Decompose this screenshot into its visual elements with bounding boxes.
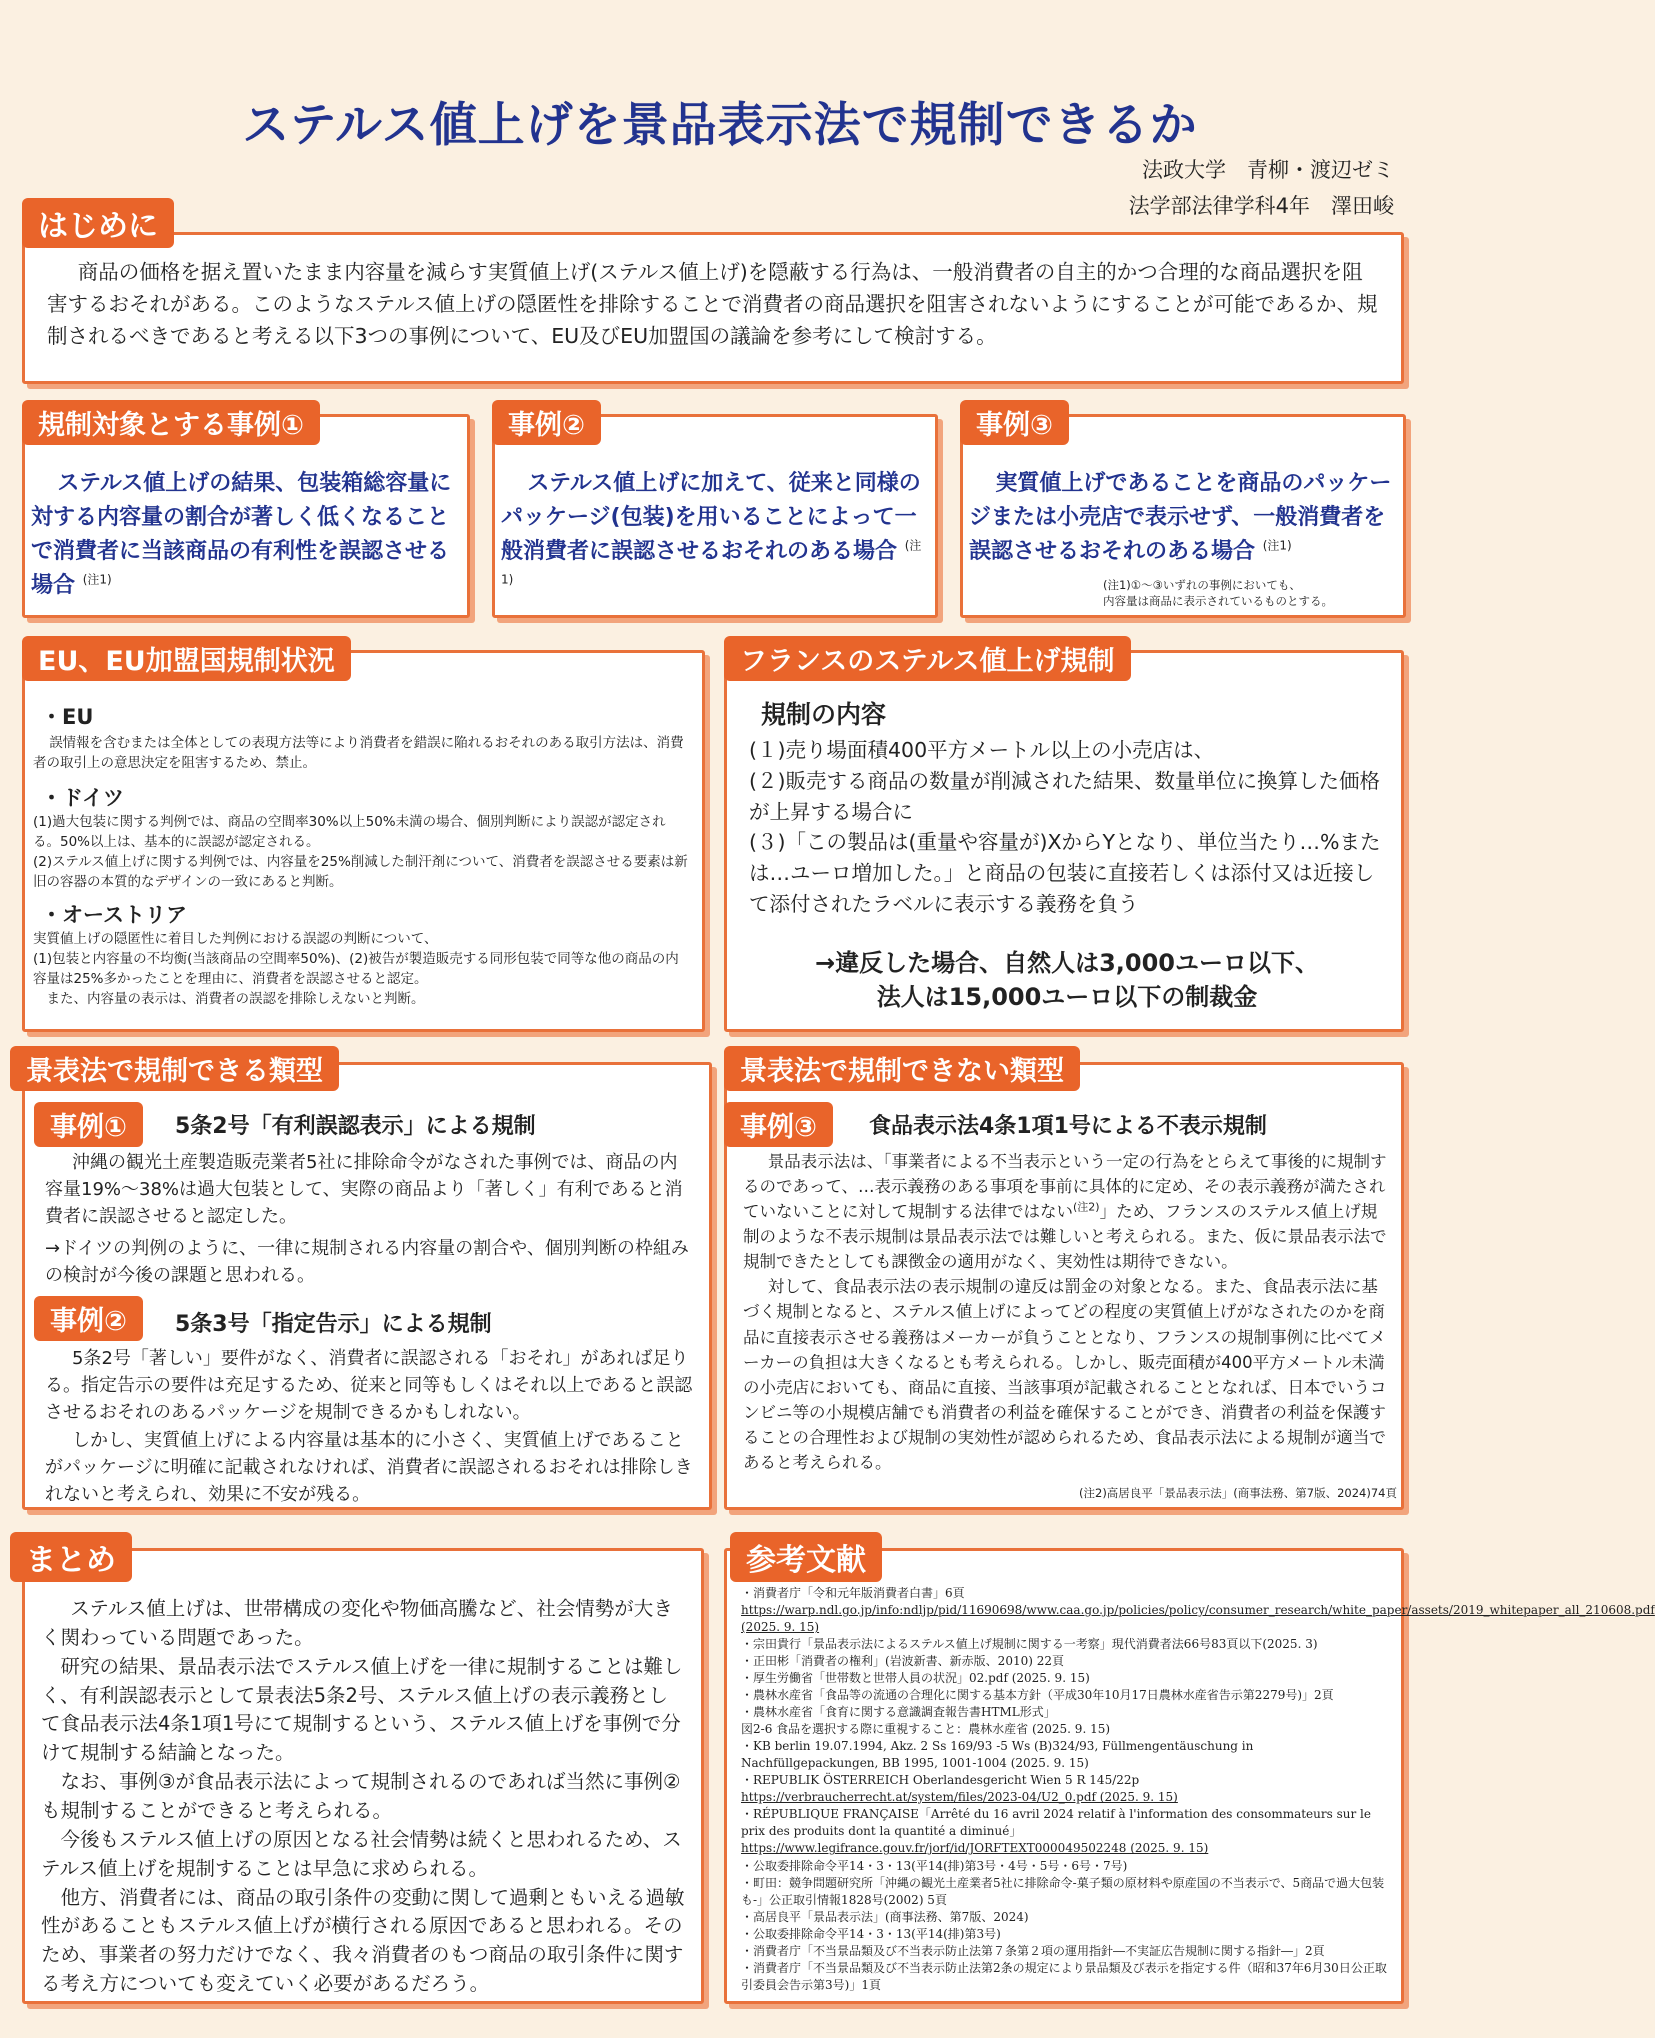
references-list bbox=[741, 1585, 1655, 1994]
summary-heading: まとめ bbox=[10, 1532, 132, 1582]
page-title: ステルス値上げを景品表示法で規制できるか bbox=[242, 98, 1198, 153]
france-list bbox=[749, 735, 1385, 920]
reference-item: ・公取委排除命令平14・3・13(平14(排)第3号・4号・5号・6号・7号) bbox=[741, 1858, 1128, 1873]
case3-body: 実質値上げであることを商品のパッケージまたは小売店で表示せず、一般消費者を誤認させるおそれのある場合 $^{(注1)}$ bbox=[969, 471, 1392, 565]
france-panel bbox=[724, 650, 1404, 1032]
author-name: 法学部法律学科4年 澤田峻 bbox=[1128, 194, 1394, 218]
reference-item: ・高居良平「景品表示法」(商事法務、第7版、2024) bbox=[741, 1909, 1029, 1924]
can-case2-tag: 事例② bbox=[34, 1296, 143, 1341]
reference-item: ・REPUBLIK ÖSTERREICH Oberlandesgericht Wien 5 R 145/22p bbox=[741, 1773, 1140, 1788]
case2-heading: 事例② bbox=[492, 400, 601, 445]
reference-item: ・消費者庁「令和元年版消費者白書」6頁 bbox=[741, 1586, 965, 1600]
cannot-body bbox=[743, 1149, 1387, 1475]
eu-heading: EU、EU加盟国規制状況 bbox=[22, 636, 351, 681]
de-body-1: (1)過大包装に関する判例では、商品の空間率30%以上50%未満の場合、個別判断により誤認が認定される。50%以上は、基本的に誤認が認定される。 bbox=[33, 813, 666, 850]
reference-item: 図2-6 食品を選択する際に重視すること：農林水産省 (2025. 9. 15) bbox=[741, 1722, 1111, 1737]
reference-item: ・町田：競争問題研究所「沖縄の観光土産業者5社に排除命令-菓子類の原材料や原産国の不当表示で、5商品で過大包装も-」公正取引情報1828号(2002) 5頁 bbox=[741, 1875, 1385, 1907]
france-sub: 規制の内容 bbox=[761, 700, 887, 729]
reference-item[interactable]: https://warp.ndl.go.jp/info:ndljp/pid/11690698/www.caa.go.jp/policies/policy/consumer_research/white_paper/assets/2019_whitepaper_all_210608.pdf (2025. 9. 15) bbox=[741, 1603, 1655, 1635]
at-body-2: (1)包装と内容量の不均衡(当該商品の空間率50%)、(2)被告が製造販売する同形包装で同等な他の商品の内容量は25%多かったことを理由に、消費者を誤認させると認定。 bbox=[33, 950, 679, 987]
cannot-body1: 景品表示法は、「事業者による不当表示という一定の行為をとらえて事後的に規制するのであって、…表示義務のある事項を事前に具体的に定め、その表示義務が満たされていないことに対して規制する法律ではない bbox=[743, 1152, 1387, 1222]
reference-item[interactable]: https://www.legifrance.gouv.fr/jorf/id/JORFTEXT000049502248 (2025. 9. 15) bbox=[741, 1841, 1209, 1856]
reference-item: ・KB berlin 19.07.1994, Akz. 2 Ss 169/93 -5 Ws (B)324/93, Füllmengentäuschung in Nachfüllgepackungen, BB 1995, 1001-1004 (2025. 9. 15) bbox=[741, 1739, 1254, 1771]
de-label: ・ドイツ bbox=[41, 785, 124, 810]
can-case2-body: 5条2号「著しい」要件がなく、消費者に誤認される「おそれ」があれば足りる。指定告示の要件は充足するため、従来と同等もしくはそれ以上であると誤認させるおそれのあるパッケージを規制できるかもしれない。 bbox=[45, 1348, 693, 1423]
france-heading: フランスのステルス値上げ規制 bbox=[724, 636, 1131, 681]
france-penalty: →違反した場合、自然人は3,000ユーロ以下、 法人は15,000ユーロ以下の制裁金 bbox=[814, 948, 1320, 1012]
reference-item: ・消費者庁「不当景品類及び不当表示防止法第2条の規定により景品類及び表示を指定する件（昭和37年6月30日公正取引委員会告示第3号)」1頁 bbox=[741, 1960, 1387, 1992]
can-case2-title: 5条3号「指定告示」による規制 bbox=[175, 1312, 492, 1337]
can-heading: 景表法で規制できる類型 bbox=[10, 1046, 339, 1091]
at-label: ・オーストリア bbox=[41, 902, 187, 927]
reference-item: ・厚生労働省「世帯数と世帯人員の状況」02.pdf (2025. 9. 15) bbox=[741, 1671, 1090, 1686]
case3-heading: 事例③ bbox=[960, 400, 1069, 445]
france-item-2: (２)販売する商品の数量が削減された結果、数量単位に換算した価格が上昇する場合に bbox=[749, 768, 1380, 824]
intro-panel bbox=[22, 232, 1404, 384]
reference-item: ・RÉPUBLIQUE FRANÇAISE「Arrêté du 16 avril 2024 relatif à l'information des consommateurs sur le prix des produits dont la quantité a diminué」 bbox=[741, 1807, 1371, 1839]
at-body-3: また、内容量の表示は、消費者の誤認を排除しえないと判断。 bbox=[46, 991, 425, 1008]
summary-p3: なお、事例③が食品表示法によって規制されるのであれば当然に事例②も規制することができると考えられる。 bbox=[41, 1770, 681, 1823]
de-body-2: (2)ステルス値上げに関する判例では、内容量を25%削減した制汗剤について、消費者を誤認させる要素は新旧の容器の本質的なデザインの一致にあると判断。 bbox=[33, 854, 688, 891]
eu-panel bbox=[22, 650, 705, 1032]
at-body-1: 実質値上げの隠匿性に着目した判例における誤認の判断について、 bbox=[33, 930, 438, 947]
intro-heading: はじめに bbox=[22, 198, 174, 248]
summary-p2: 研究の結果、景品表示法でステルス値上げを一律に規制することは難しく、有利誤認表示として景表法5条2号、ステルス値上げの表示義務として食品表示法4条1項1号にて規制するという、ステルス値上げを事例で分けて規制する結論となった。 bbox=[41, 1654, 683, 1765]
summary-p1: ステルス値上げは、世帯構成の変化や物価高騰など、社会情勢が大きく関わっている問題であった。 bbox=[41, 1597, 673, 1649]
cannot-note2: (注2) bbox=[1073, 1200, 1100, 1214]
reference-item: ・農林水産省「食品等の流通の合理化に関する基本方針（平成30年10月17日農林水産省告示第2279号)」2頁 bbox=[741, 1688, 1334, 1703]
france-item-1: (１)売り場面積400平方メートル以上の小売店は、 bbox=[749, 738, 1215, 762]
reference-item: ・農林水産省「食育に関する意識調査報告書HTML形式」 bbox=[741, 1705, 1056, 1720]
reference-item: ・公取委排除命令平14・3・13(平14(排)第3号) bbox=[741, 1926, 1001, 1941]
case-footnote: (注1)①～③いずれの事例においても、 内容量は商品に表示されているものとする。 bbox=[1103, 578, 1333, 609]
cannot-body1b: 」ため、フランスのステルス値上げ規制のような不表示規制は景品表示法では難しいと考えられる。また、仮に景品表示法で規制できたとしても課徴金の適用がなく、実効性は期待できない。 bbox=[743, 1202, 1387, 1272]
case1-body: ステルス値上げの結果、包装箱総容量に対する内容量の割合が著しく低くなることで消費者に当該商品の有利性を誤認させる場合 $^{(注1)}$ bbox=[31, 471, 452, 599]
references-panel bbox=[724, 1548, 1655, 2004]
cannot-case3-tag: 事例③ bbox=[724, 1102, 833, 1147]
eu-body: 誤情報を含むまたは全体としての表現方法等により消費者を錯誤に陥れるおそれのある取引方法は、消費者の取引上の意思決定を阻害するため、禁止。 bbox=[33, 735, 684, 772]
can-case1-title: 5条2号「有利誤認表示」による規制 bbox=[175, 1114, 536, 1139]
can-case2-body2: しかし、実質値上げによる内容量は基本的に小さく、実質値上げであることがパッケージに明確に記載されなければ、消費者に誤認されるおそれは排除しきれないと考えられ、効果に不安が残る。 bbox=[45, 1430, 693, 1505]
can-case1-body: 沖縄の観光土産製造販売業者5社に排除命令がなされた事例では、商品の内容量19%～38%は過大包装として、実際の商品より「著しく」有利であると消費者に誤認させると認定した。 bbox=[45, 1152, 683, 1227]
cannot-footnote: (注2)高居良平「景品表示法」(商事法務、第7版、2024)74頁 bbox=[1079, 1486, 1397, 1500]
reference-item[interactable]: https://verbraucherrecht.at/system/files/2023-04/U2_0.pdf (2025. 9. 15) bbox=[741, 1790, 1178, 1805]
cannot-body2: 対して、食品表示法の表示規制の違反は罰金の対象となる。また、食品表示法に基づく規制となると、ステルス値上げによってどの程度の実質値上げがなされたのかを商品に直接表示させる義務はメーカーが負うこととなり、フランスの規制事例に比べてメーカーの負担は大きくなるとも考えられる。しかし、販売面積が400平方メートル未満の小売店においても、商品に直接、当該事項が記載されることとなれば、日本でいうコンビニ等の小規模店舗でも消費者の利益を確保することができ、消費者の利益を保護することの合理性および規制の実効性が認められるため、食品表示法による規制が適当であると考えられる。 bbox=[743, 1277, 1387, 1472]
can-case1-body2: →ドイツの判例のように、一律に規制される内容量の割合や、個別判断の枠組みの検討が今後の課題と思われる。 bbox=[45, 1238, 689, 1286]
summary-p5: 他方、消費者には、商品の取引条件の変動に関して過剰ともいえる過敏性があることもステルス値上げが横行される原因であると思われる。そのため、事業者の努力だけでなく、我々消費者のもつ商品の取引条件に関する考え方についても変えていく必要があるだろう。 bbox=[41, 1885, 685, 1996]
cannot-case3-title: 食品表示法4条1項1号による不表示規制 bbox=[869, 1114, 1267, 1139]
eu-label: ・EU bbox=[41, 705, 94, 729]
reference-item: ・宗田貴行「景品表示法によるステルス値上げ規制に関する一考察」現代消費者法66号83頁以下(2025. 3) bbox=[741, 1637, 1318, 1652]
cannot-heading: 景表法で規制できない類型 bbox=[724, 1046, 1080, 1091]
france-item-3: (３)「この製品は(重量や容量が)XからYとなり、単位当たり…%または…ユーロ増加した。」と商品の包装に直接若しくは添付又は近接して添付されたラベルに表示する義務を負う bbox=[749, 830, 1381, 916]
summary-body bbox=[41, 1595, 687, 1999]
case2-body: ステルス値上げに加えて、従来と同様のパッケージ(包装)を用いることによって一般消費者に誤認させるおそれのある場合 $^{(注1)}$ bbox=[501, 471, 922, 587]
can-case1-tag: 事例① bbox=[34, 1102, 143, 1147]
references-heading: 参考文献 bbox=[730, 1532, 882, 1582]
summary-panel bbox=[22, 1548, 704, 2004]
summary-p4: 今後もステルス値上げの原因となる社会情勢は続くと思われるため、ステルス値上げを規制することは早急に求められる。 bbox=[41, 1827, 682, 1880]
author-affiliation: 法政大学 青柳・渡辺ゼミ bbox=[1142, 158, 1394, 182]
reference-item: ・消費者庁「不当景品類及び不当表示防止法第７条第２項の運用指針―不実証広告規制に関する指針―」2頁 bbox=[741, 1943, 1325, 1958]
reference-item: ・正田彬「消費者の権利」(岩波新書、新赤版、2010) 22頁 bbox=[741, 1654, 1064, 1669]
intro-body: 商品の価格を据え置いたまま内容量を減らす実質値上げ(ステルス値上げ)を隠蔽する行為は、一般消費者の自主的かつ合理的な商品選択を阻害するおそれがある。このようなステルス値上げの隠匿性を排除することで消費者の商品選択を阻害されないようにすることが可能であるか、規制されるべきであると考える以下3つの事例について、EU及びEU加盟国の議論を参考にして検討する。 bbox=[47, 260, 1378, 348]
case1-heading: 規制対象とする事例① bbox=[22, 400, 320, 445]
